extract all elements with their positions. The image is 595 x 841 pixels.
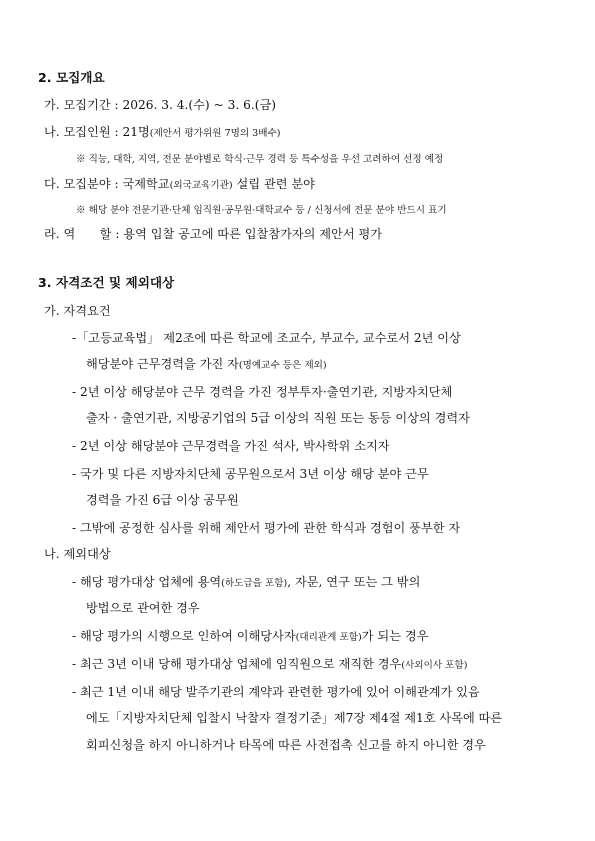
role-line — [44, 226, 382, 242]
item-marker: 가. — [44, 304, 60, 318]
recruit-period-line — [44, 97, 276, 113]
item-marker: 라. — [44, 227, 60, 241]
recruit-period-value: 2026. 3. 4.(수) ~ 3. 6.(금) — [122, 98, 277, 112]
colon: : — [114, 177, 119, 191]
recruit-count-remark: ※ 직능, 대학, 지역, 전문 분야별로 학식·근무 경력 등 특수성을 우선 고려하여 선정 예정 — [76, 154, 444, 165]
section-3-number: 3. — [38, 275, 52, 290]
colon: : — [115, 227, 120, 241]
section-2-number: 2. — [38, 70, 52, 85]
recruit-field-value: 국제학교 — [122, 177, 170, 191]
qualification-item-5: - 그밖에 공정한 심사를 위해 제안서 평가에 관한 학식과 경험이 풍부한 자 — [72, 521, 461, 535]
exclusion-item-4-cont-2: 회피신청을 하지 아니하거나 타목에 따른 사전접촉 신고를 하지 아니한 경우 — [86, 738, 486, 752]
section-3-title: 자격조건 및 제외대상 — [55, 275, 175, 290]
section-2-heading — [38, 70, 105, 86]
item-marker: 나. — [44, 547, 60, 561]
recruit-count-label: 모집인원 — [63, 125, 111, 139]
recruit-field-note: (외국교육기관) — [169, 180, 233, 191]
qualification-item-2: - 2년 이상 해당분야 근무 경력을 가진 정부투자·출연기관, 지방자치단체 — [72, 385, 453, 399]
exclusion-title: 제외대상 — [63, 547, 111, 561]
item-marker: 다. — [44, 177, 60, 191]
qualification-item-4-cont: 경력을 가진 6급 이상 공무원 — [86, 493, 239, 507]
exclusion-item-4: - 최근 1년 이내 해당 발주기관의 계약과 관련한 평가에 있어 이해관계가 있음 — [72, 685, 480, 699]
item-marker: 나. — [44, 125, 60, 139]
qualification-title: 자격요건 — [63, 304, 111, 318]
qualification-item-3: - 2년 이상 해당분야 근무경력을 가진 석사, 박사학위 소지자 — [72, 439, 390, 453]
exclusion-item-4-cont-1: 에도「지방자치단체 입찰시 낙찰자 결정기준」제7장 제4절 제1호 사목에 따른 — [86, 711, 503, 725]
exclusion-heading — [44, 546, 111, 562]
item-marker: 가. — [44, 98, 60, 112]
recruit-field-label: 모집분야 — [63, 177, 111, 191]
exclusion-item-3-note: (사외이사 포함) — [401, 660, 468, 671]
exclusion-item-1: - 해당 평가대상 업체에 용역(하도급을 포함), 자문, 연구 또는 그 밖의 — [72, 575, 421, 589]
colon: : — [114, 125, 119, 139]
recruit-field-tail: 설립 관련 분야 — [232, 177, 315, 191]
recruit-field-line — [44, 176, 315, 194]
recruit-count-note: (제안서 평가위원 7명의 3배수) — [149, 128, 281, 139]
exclusion-item-2: - 해당 평가의 시행으로 인하여 이해당사자(대리관계 포함)가 되는 경우 — [72, 629, 429, 643]
recruit-count-line — [44, 124, 281, 142]
role-value: 용역 입찰 공고에 따른 입찰참가자의 제안서 평가 — [123, 227, 383, 241]
section-3-heading — [38, 275, 174, 291]
qualification-heading — [44, 303, 111, 319]
recruit-field-remark: ※ 해당 분야 전문기관·단체 임직원·공무원·대학교수 등 / 신청서에 전문 분야 반드시 표기 — [76, 205, 447, 216]
section-2-title: 모집개요 — [55, 70, 105, 85]
role-label: 역 할 — [63, 227, 112, 241]
qualification-item-4: - 국가 및 다른 지방자치단체 공무원으로서 3년 이상 해당 분야 근무 — [72, 467, 429, 481]
exclusion-item-2-note: (대리관계 포함) — [295, 632, 362, 643]
recruit-count-value: 21명 — [122, 125, 150, 139]
exclusion-item-1-note: (하도급을 포함) — [221, 578, 288, 589]
qualification-item-1-note: (명예교수 등은 제외) — [238, 360, 327, 371]
qualification-item-2-cont: 출자 · 출연기관, 지방공기업의 5급 이상의 직원 또는 동등 이상의 경력자 — [86, 411, 470, 425]
qualification-item-1: -「고등교육법」 제2조에 따른 학교에 조교수, 부교수, 교수로서 2년 이상 — [72, 331, 461, 345]
colon: : — [114, 98, 119, 112]
qualification-item-1-cont: 해당분야 근무경력을 가진 자(명예교수 등은 제외) — [86, 357, 327, 371]
exclusion-item-3: - 최근 3년 이내 당해 평가대상 업체에 임직원으로 재직한 경우(사외이사 포함) — [72, 657, 468, 671]
exclusion-item-1-cont: 방법으로 관여한 경우 — [86, 601, 200, 615]
recruit-period-label: 모집기간 — [63, 98, 111, 112]
